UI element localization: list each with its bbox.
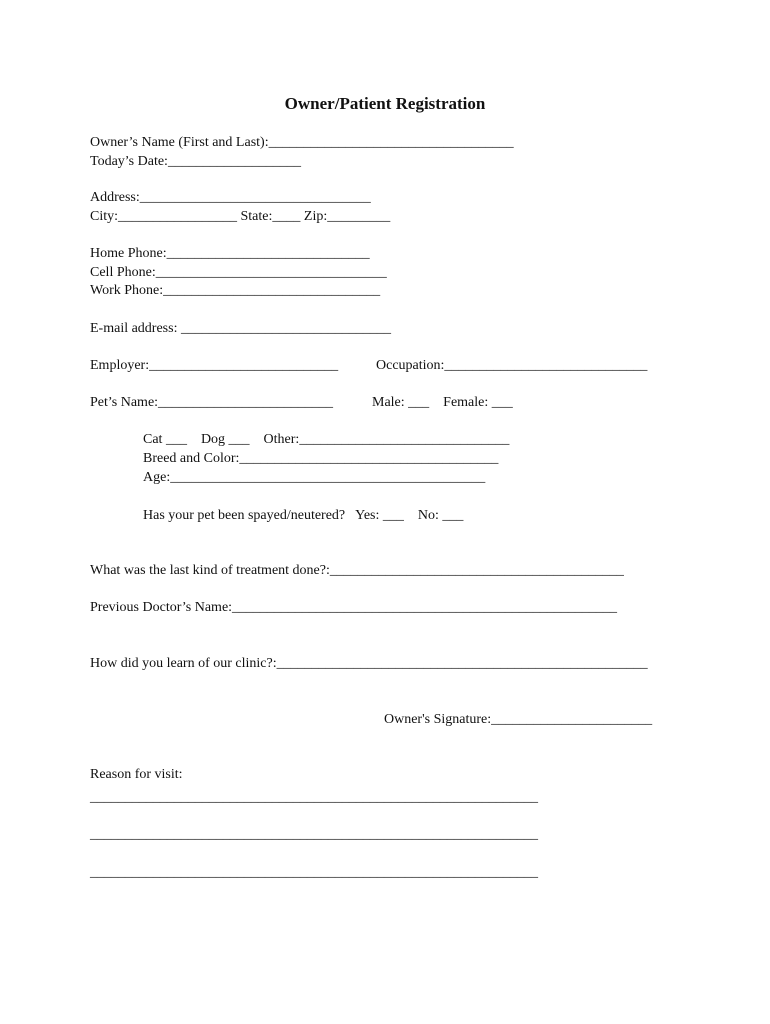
reason-line-1[interactable]: ________________________________________________________________ — [90, 790, 538, 805]
cell-phone-field[interactable]: Cell Phone:_________________________________ — [90, 265, 387, 280]
pet-sex-field[interactable]: Male: ___ Female: ___ — [372, 395, 513, 410]
pet-name-field[interactable]: Pet’s Name:_________________________ — [90, 395, 334, 410]
work-phone-field[interactable]: Work Phone:_______________________________ — [90, 283, 381, 298]
last-treatment-field[interactable]: What was the last kind of treatment done?:__________________________________________ — [90, 563, 624, 578]
breed-color-field[interactable]: Breed and Color:_____________________________________ — [143, 451, 499, 466]
reason-for-visit-label: Reason for visit: — [90, 767, 183, 782]
email-field[interactable]: E-mail address: ______________________________ — [90, 321, 391, 336]
pet-age-field[interactable]: Age:_____________________________________________ — [143, 470, 486, 485]
address-field[interactable]: Address:_________________________________ — [90, 190, 371, 205]
owner-signature-field[interactable]: Owner's Signature:_______________________ — [384, 712, 653, 727]
city-state-zip-field[interactable]: City:_________________ State:____ Zip:_________ — [90, 209, 391, 224]
owner-name-field[interactable]: Owner’s Name (First and Last):___________________________________ — [90, 135, 514, 150]
home-phone-field[interactable]: Home Phone:_____________________________ — [90, 246, 370, 261]
occupation-field[interactable]: Occupation:_____________________________ — [376, 358, 648, 373]
pet-species-field[interactable]: Cat ___ Dog ___ Other:______________________________ — [143, 432, 510, 447]
clinic-referral-field[interactable]: How did you learn of our clinic?:_____________________________________________________ — [90, 656, 648, 671]
spayed-neutered-field[interactable]: Has your pet been spayed/neutered? Yes: ___ No: ___ — [143, 508, 464, 523]
form-title: Owner/Patient Registration — [284, 94, 486, 113]
employer-field[interactable]: Employer:___________________________ — [90, 358, 339, 373]
todays-date-field[interactable]: Today’s Date:___________________ — [90, 154, 301, 169]
reason-line-3[interactable]: ________________________________________________________________ — [90, 865, 538, 880]
reason-line-2[interactable]: ________________________________________________________________ — [90, 827, 538, 842]
previous-doctor-field[interactable]: Previous Doctor’s Name:_______________________________________________________ — [90, 600, 618, 615]
